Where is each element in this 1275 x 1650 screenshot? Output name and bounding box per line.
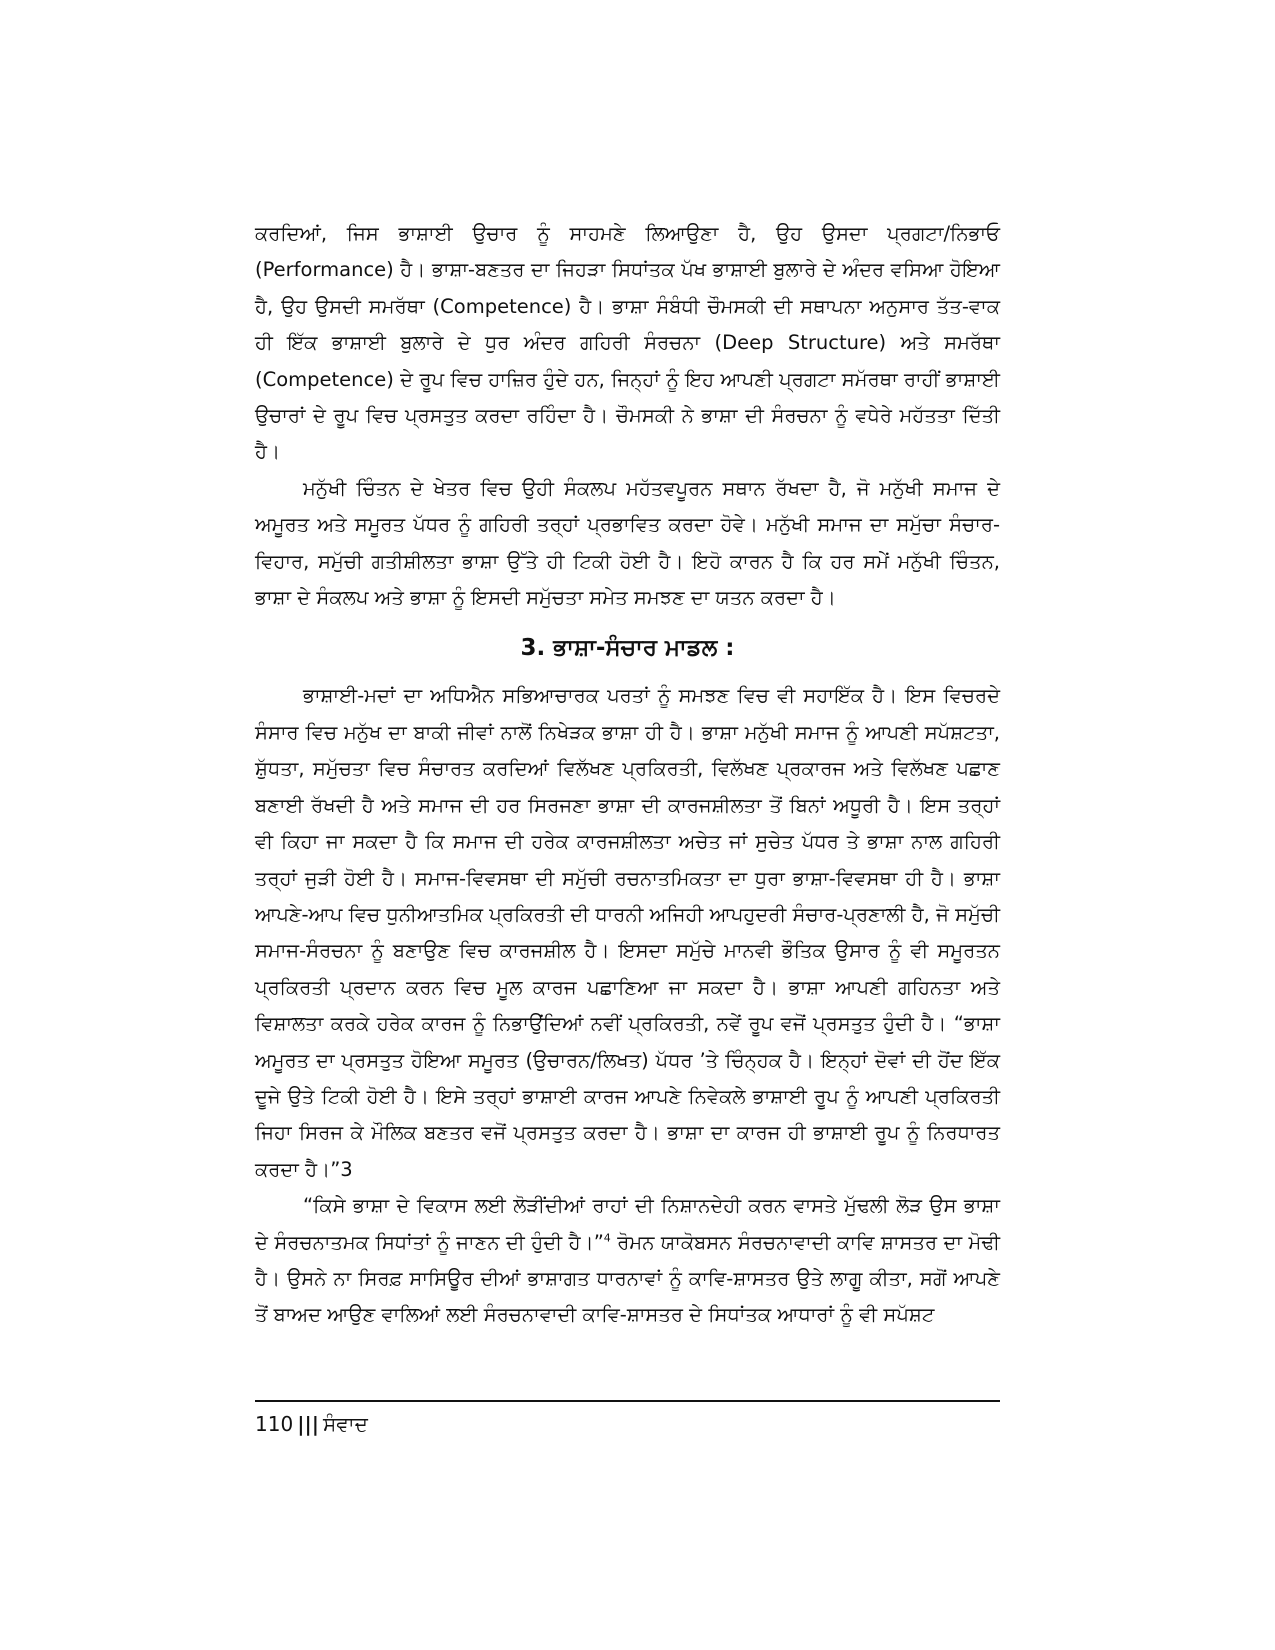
paragraph-4 [255,1188,1000,1334]
paragraph-4-quote: “ਕਿਸੇ ਭਾਸ਼ਾ ਦੇ ਵਿਕਾਸ ਲਈ ਲੋੜੀਂਦੀਆਂ ਰਾਹਾਂ ਦੀ ਨਿਸ਼ਾਨਦੇਹੀ ਕਰਨ ਵਾਸਤੇ ਮੁੱਢਲੀ ਲੋੜ ਉਸ ਭਾਸ਼ਾ ਦੇ ਸੰਰਚਨਾਤਮਕ ਸਿਧਾਂਤਾਂ ਨੂੰ ਜਾਣਨ ਦੀ ਹੁੰਦੀ ਹੈ।” [255,1194,1000,1254]
page-number: 110 [255,1412,294,1436]
journal-name: ਸੰਵਾਦ [323,1412,368,1436]
paragraph-4-body: ਰੋਮਨ ਯਾਕੋਬਸਨ ਸੰਰਚਨਾਵਾਦੀ ਕਾਵਿ ਸ਼ਾਸਤਰ ਦਾ ਮੋਢੀ ਹੈ। ਉਸਨੇ ਨਾ ਸਿਰਫ਼ ਸਾਸਿਊਰ ਦੀਆਂ ਭਾਸ਼ਾਗਤ ਧਾਰਨਾਵਾਂ ਨੂੰ ਕਾਵਿ-ਸ਼ਾਸਤਰ ਉਤੇ ਲਾਗੂ ਕੀਤਾ, ਸਗੋਂ ਆਪਣੇ ਤੋਂ ਬਾਅਦ ਆਉਣ ਵਾਲਿਆਂ ਲਈ ਸੰਰਚਨਾਵਾਦੀ ਕਾਵਿ-ਸ਼ਾਸਤਰ ਦੇ ਸਿਧਾਂਤਕ ਆਧਾਰਾਂ ਨੂੰ ਵੀ ਸਪੱਸ਼ਟ [255,1230,1000,1327]
page-footer [255,1400,1000,1438]
paragraph-2: ਮਨੁੱਖੀ ਚਿੰਤਨ ਦੇ ਖੇਤਰ ਵਿਚ ਉਹੀ ਸੰਕਲਪ ਮਹੱਤਵਪੂਰਨ ਸਥਾਨ ਰੱਖਦਾ ਹੈ, ਜੋ ਮਨੁੱਖੀ ਸਮਾਜ ਦੇ ਅਮੂਰਤ ਅਤੇ ਸਮੂਰਤ ਪੱਧਰ ਨੂੰ ਗਹਿਰੀ ਤਰ੍ਹਾਂ ਪ੍ਰਭਾਵਿਤ ਕਰਦਾ ਹੋਵੇ। ਮਨੁੱਖੀ ਸਮਾਜ ਦਾ ਸਮੁੱਚਾ ਸੰਚਾਰ-ਵਿਹਾਰ, ਸਮੁੱਚੀ ਗਤੀਸ਼ੀਲਤਾ ਭਾਸ਼ਾ ਉੱਤੇ ਹੀ ਟਿਕੀ ਹੋਈ ਹੈ। ਇਹੋ ਕਾਰਨ ਹੈ ਕਿ ਹਰ ਸਮੇਂ ਮਨੁੱਖੀ ਚਿੰਤਨ, ਭਾਸ਼ਾ ਦੇ ਸੰਕਲਪ ਅਤੇ ਭਾਸ਼ਾ ਨੂੰ ਇਸਦੀ ਸਮੁੱਚਤਾ ਸਮੇਤ ਸਮਝਣ ਦਾ ਯਤਨ ਕਰਦਾ ਹੈ। [255,476,1000,610]
section-heading: 3. ਭਾਸ਼ਾ-ਸੰਚਾਰ ਮਾਡਲ : [520,635,735,662]
footer-separator: ||| [297,1412,320,1436]
paragraph-1: ਕਰਦਿਆਂ, ਜਿਸ ਭਾਸ਼ਾਈ ਉਚਾਰ ਨੂੰ ਸਾਹਮਣੇ ਲਿਆਉਣਾ ਹੈ, ਉਹ ਉਸਦਾ ਪ੍ਰਗਟਾ/ਨਿਭਾਓ (Performance) ਹੈ। ਭਾਸ਼ਾ-ਬਣਤਰ ਦਾ ਜਿਹੜਾ ਸਿਧਾਂਤਕ ਪੱਖ ਭਾਸ਼ਾਈ ਬੁਲਾਰੇ ਦੇ ਅੰਦਰ ਵਸਿਆ ਹੋਇਆ ਹੈ, ਉਹ ਉਸਦੀ ਸਮਰੱਥਾ (Competence) ਹੈ। ਭਾਸ਼ਾ ਸੰਬੰਧੀ ਚੌਮਸਕੀ ਦੀ ਸਥਾਪਨਾ ਅਨੁਸਾਰ ਤੱਤ-ਵਾਕ ਹੀ ਇੱਕ ਭਾਸ਼ਾਈ ਬੁਲਾਰੇ ਦੇ ਧੁਰ ਅੰਦਰ ਗਹਿਰੀ ਸੰਰਚਨਾ (Deep Structure) ਅਤੇ ਸਮਰੱਥਾ (Competence) ਦੇ ਰੂਪ ਵਿਚ ਹਾਜ਼ਿਰ ਹੁੰਦੇ ਹਨ, ਜਿਨ੍ਹਾਂ ਨੂੰ ਇਹ ਆਪਣੀ ਪ੍ਰਗਟਾ ਸਮੱਰਥਾ ਰਾਹੀਂ ਭਾਸ਼ਾਈ ਉਚਾਰਾਂ ਦੇ ਰੂਪ ਵਿਚ ਪ੍ਰਸਤੁਤ ਕਰਦਾ ਰਹਿੰਦਾ ਹੈ। ਚੌਮਸਕੀ ਨੇ ਭਾਸ਼ਾ ਦੀ ਸੰਰਚਨਾ ਨੂੰ ਵਧੇਰੇ ਮਹੱਤਤਾ ਦਿੱਤੀ ਹੈ। [255,222,1000,464]
page-body [255,216,1000,1334]
paragraph-3: ਭਾਸ਼ਾਈ-ਮਦਾਂ ਦਾ ਅਧਿਐਨ ਸਭਿਆਚਾਰਕ ਪਰਤਾਂ ਨੂੰ ਸਮਝਣ ਵਿਚ ਵੀ ਸਹਾਇੱਕ ਹੈ। ਇਸ ਵਿਚਰਦੇ ਸੰਸਾਰ ਵਿਚ ਮਨੁੱਖ ਦਾ ਬਾਕੀ ਜੀਵਾਂ ਨਾਲੋਂ ਨਿਖੇੜਕ ਭਾਸ਼ਾ ਹੀ ਹੈ। ਭਾਸ਼ਾ ਮਨੁੱਖੀ ਸਮਾਜ ਨੂੰ ਆਪਣੀ ਸਪੱਸ਼ਟਤਾ, ਸ਼ੁੱਧਤਾ, ਸਮੁੱਚਤਾ ਵਿਚ ਸੰਚਾਰਤ ਕਰਦਿਆਂ ਵਿਲੱਖਣ ਪ੍ਰਕਿਰਤੀ, ਵਿਲੱਖਣ ਪ੍ਰਕਾਰਜ ਅਤੇ ਵਿਲੱਖਣ ਪਛਾਣ ਬਣਾਈ ਰੱਖਦੀ ਹੈ ਅਤੇ ਸਮਾਜ ਦੀ ਹਰ ਸਿਰਜਣਾ ਭਾਸ਼ਾ ਦੀ ਕਾਰਜਸ਼ੀਲਤਾ ਤੋਂ ਬਿਨਾਂ ਅਧੂਰੀ ਹੈ। ਇਸ ਤਰ੍ਹਾਂ ਵੀ ਕਿਹਾ ਜਾ ਸਕਦਾ ਹੈ ਕਿ ਸਮਾਜ ਦੀ ਹਰੇਕ ਕਾਰਜਸ਼ੀਲਤਾ ਅਚੇਤ ਜਾਂ ਸੁਚੇਤ ਪੱਧਰ ਤੇ ਭਾਸ਼ਾ ਨਾਲ ਗਹਿਰੀ ਤਰ੍ਹਾਂ ਜੁੜੀ ਹੋਈ ਹੈ। ਸਮਾਜ-ਵਿਵਸਥਾ ਦੀ ਸਮੁੱਚੀ ਰਚਨਾਤਮਿਕਤਾ ਦਾ ਧੁਰਾ ਭਾਸ਼ਾ-ਵਿਵਸਥਾ ਹੀ ਹੈ। ਭਾਸ਼ਾ ਆਪਣੇ-ਆਪ ਵਿਚ ਧੁਨੀਆਤਮਿਕ ਪ੍ਰਕਿਰਤੀ ਦੀ ਧਾਰਨੀ ਅਜਿਹੀ ਆਪਹੁਦਰੀ ਸੰਚਾਰ-ਪ੍ਰਣਾਲੀ ਹੈ, ਜੋ ਸਮੁੱਚੀ ਸਮਾਜ-ਸੰਰਚਨਾ ਨੂੰ ਬਣਾਉਣ ਵਿਚ ਕਾਰਜਸ਼ੀਲ ਹੈ। ਇਸਦਾ ਸਮੁੱਚੇ ਮਾਨਵੀ ਭੌਤਿਕ ਉਸਾਰ ਨੂੰ ਵੀ ਸਮੂਰਤਨ ਪ੍ਰਕਿਰਤੀ ਪ੍ਰਦਾਨ ਕਰਨ ਵਿਚ ਮੂਲ ਕਾਰਜ ਪਛਾਣਿਆ ਜਾ ਸਕਦਾ ਹੈ। ਭਾਸ਼ਾ ਆਪਣੀ ਗਹਿਨਤਾ ਅਤੇ ਵਿਸ਼ਾਲਤਾ ਕਰਕੇ ਹਰੇਕ ਕਾਰਜ ਨੂੰ ਨਿਭਾਉਂਦਿਆਂ ਨਵੀਂ ਪ੍ਰਕਿਰਤੀ, ਨਵੇਂ ਰੂਪ ਵਜੋਂ ਪ੍ਰਸਤੁਤ ਹੁੰਦੀ ਹੈ। “ਭਾਸ਼ਾ ਅਮੂਰਤ ਦਾ ਪ੍ਰਸਤੁਤ ਹੋਇਆ ਸਮੂਰਤ (ਉਚਾਰਨ/ਲਿਖਤ) ਪੱਧਰ ’ਤੇ ਚਿੰਨ੍ਹਕ ਹੈ। ਇਨ੍ਹਾਂ ਦੋਵਾਂ ਦੀ ਹੋਂਦ ਇੱਕ ਦੂਜੇ ਉਤੇ ਟਿਕੀ ਹੋਈ ਹੈ। ਇਸੇ ਤਰ੍ਹਾਂ ਭਾਸ਼ਾਈ ਕਾਰਜ ਆਪਣੇ ਨਿਵੇਕਲੇ ਭਾਸ਼ਾਈ ਰੂਪ ਨੂੰ ਆਪਣੀ ਪ੍ਰਕਿਰਤੀ ਜਿਹਾ ਸਿਰਜ ਕੇ ਮੌਲਿਕ ਬਣਤਰ ਵਜੋਂ ਪ੍ਰਸਤੁਤ ਕਰਦਾ ਹੈ। ਭਾਸ਼ਾ ਦਾ ਕਾਰਜ ਹੀ ਭਾਸ਼ਾਈ ਰੂਪ ਨੂੰ ਨਿਰਧਾਰਤ ਕਰਦਾ ਹੈ।”3 [255,684,1000,1181]
footnote-ref-4: 4 [603,1231,611,1245]
